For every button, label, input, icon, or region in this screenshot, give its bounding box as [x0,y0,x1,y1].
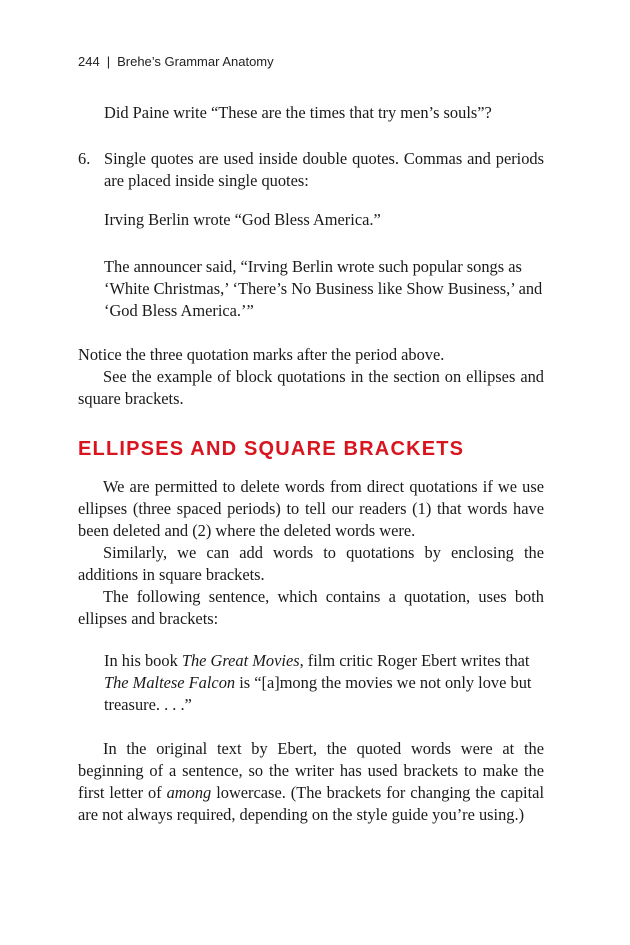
announcer-example: The announcer said, “Irving Berlin wrote such popular songs as ‘White Christmas,’ ‘There’s No Business like Show Business,’ and ‘God Bless America.’” [104,257,543,320]
original-text-paragraph [78,738,544,826]
block-quote-post: is “[a]mong the movies we not only love but treasure. . . .” [104,673,532,714]
film-title: The Maltese Falcon [104,673,236,692]
block-quote-mid: , film critic Roger Ebert writes that [299,651,530,670]
paine-quote-example: Did Paine write “These are the times that try men’s souls”? [104,103,492,122]
ebert-block-quote [104,650,544,716]
final-paragraph-post: lowercase. (The brackets for changing the capital are not always required, depending on the style guide you’re using.) [78,783,544,824]
notice-text: Notice the three quotation marks after the period above. [78,345,445,364]
ellipses-paragraph: We are permitted to delete words from direct quotations if we use ellipses (three spaced periods) to tell our readers (1) that words have been deleted and (2) where the deleted words were. [78,477,544,540]
berlin-example: Irving Berlin wrote “God Bless America.” [104,210,381,229]
following-sentence-paragraph: The following sentence, which contains a quotation, uses both ellipses and brackets: [78,587,544,628]
running-title: Brehe’s Grammar Anatomy [117,54,274,69]
block-quote-pre: In his book [104,651,182,670]
page-number: 244 [78,54,100,69]
final-paragraph-pre: In the original text by Ebert, the quoted words were at the beginning of a sentence, so the writer has used brackets to make the first letter of [78,739,544,802]
running-header [78,54,274,69]
header-separator: | [106,54,111,69]
brackets-paragraph: Similarly, we can add words to quotations by enclosing the additions in square brackets. [78,543,544,584]
list-item-number: 6. [78,149,91,168]
list-item-text: Single quotes are used inside double quotes. Commas and periods are placed inside single quotes: [104,149,544,190]
book-title: The Great Movies [181,651,300,670]
section-heading: ELLIPSES AND SQUARE BRACKETS [78,438,465,460]
emphasized-word: among [166,783,212,802]
see-example-text: See the example of block quotations in the section on ellipses and square brackets. [78,367,544,408]
